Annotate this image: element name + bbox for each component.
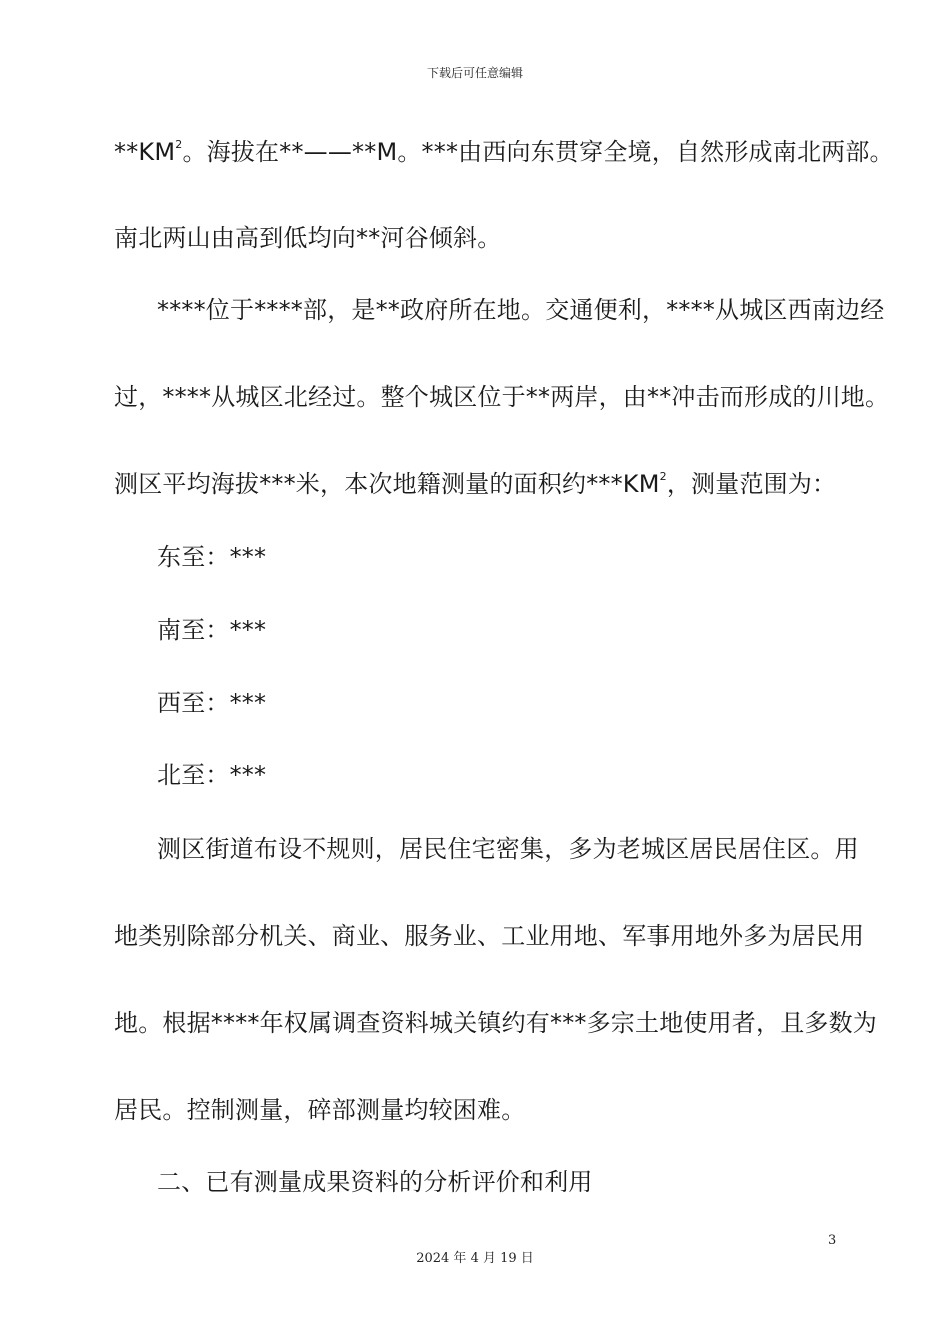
page-number: 3 <box>828 1233 837 1248</box>
paragraph-line: 测区街道布设不规则，居民住宅密集，多为老城区居民居住区。用 <box>157 835 859 863</box>
text-segment: ，测量范围为： <box>666 470 837 498</box>
text-segment: 。海拔在**——**M。***由西向东贯穿全境，自然形成南北两部。 <box>182 138 894 166</box>
boundary-south: 南至：*** <box>157 616 267 644</box>
paragraph-line: 南北两山由高到低均向**河谷倾斜。 <box>114 224 502 252</box>
section-heading: 二、已有测量成果资料的分析评价和利用 <box>157 1168 593 1196</box>
page-footer-date: 2024 年 4 月 19 日 <box>416 1251 534 1266</box>
paragraph-line <box>114 468 836 500</box>
page-header: 下载后可任意编辑 <box>426 66 523 80</box>
boundary-north: 北至：*** <box>157 761 267 789</box>
superscript: 2 <box>175 138 183 151</box>
paragraph-line: ****位于****部，是**政府所在地。交通便利，****从城区西南边经 <box>157 296 885 324</box>
paragraph-line: 居民。控制测量，碎部测量均较困难。 <box>114 1096 526 1124</box>
paragraph-line: 地。根据****年权属调查资料城关镇约有***多宗土地使用者，且多数为 <box>114 1009 877 1037</box>
paragraph-line <box>114 136 894 168</box>
text-segment: **KM <box>114 138 176 166</box>
boundary-west: 西至：*** <box>157 689 267 717</box>
paragraph-line: 过，****从城区北经过。整个城区位于**两岸，由**冲击而形成的川地。 <box>114 383 890 411</box>
boundary-east: 东至：*** <box>157 543 267 571</box>
text-segment: 测区平均海拔***米，本次地籍测量的面积约***KM <box>114 470 660 498</box>
superscript: 2 <box>659 470 667 483</box>
paragraph-line: 地类别除部分机关、商业、服务业、工业用地、军事用地外多为居民用 <box>114 922 865 950</box>
